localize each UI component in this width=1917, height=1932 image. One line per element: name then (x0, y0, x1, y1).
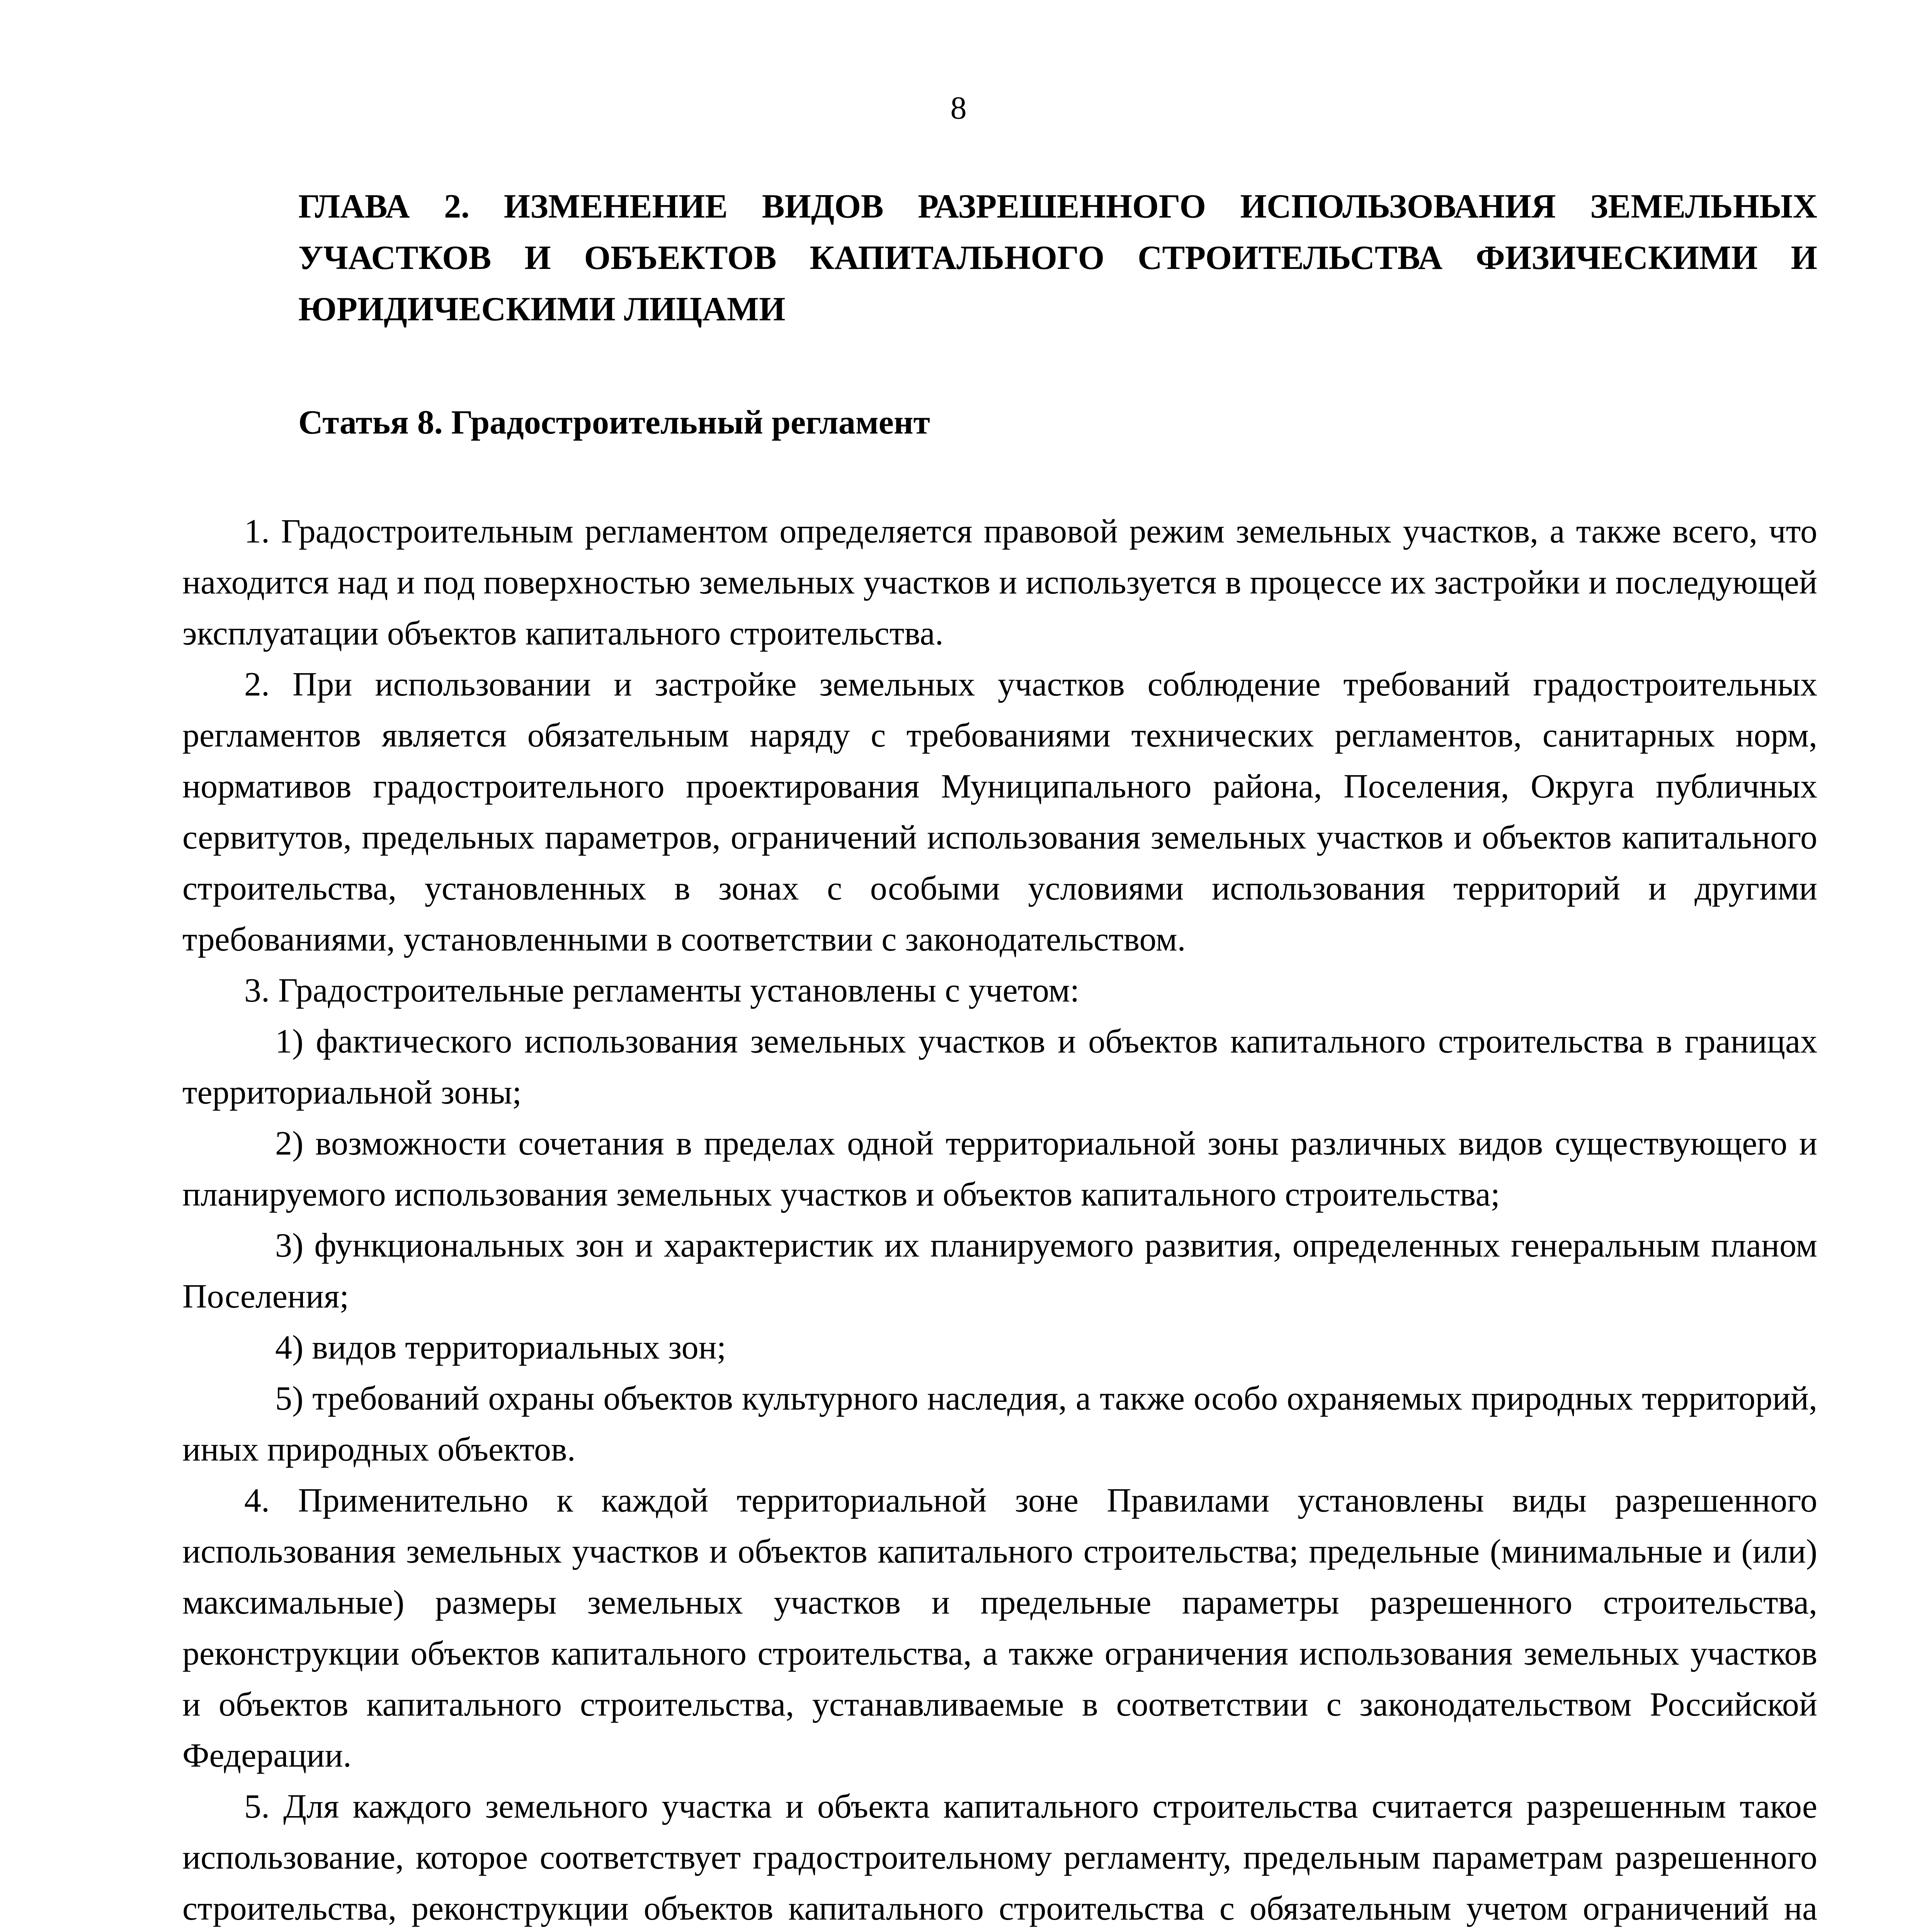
subparagraph-3-1: 1) фактического использования земельных участков и объектов капитального строительства в границах территориальной зоны; (182, 1023, 1817, 1111)
chapter-title: ГЛАВА 2. ИЗМЕНЕНИЕ ВИДОВ РАЗРЕШЕННОГО ИСПОЛЬЗОВАНИЯ ЗЕМЕЛЬНЫХ УЧАСТКОВ И ОБЪЕКТОВ КАПИТАЛЬНОГО СТРОИТЕЛЬСТВА ФИЗИЧЕСКИМИ И ЮРИДИЧЕСКИМИ ЛИЦАМИ (298, 188, 1817, 328)
paragraph-2: 2. При использовании и застройке земельных участков соблюдение требований градостроительных регламентов является обязательным наряду с требованиями технических регламентов, санитарных норм, нормативов градостроительного проектирования Муниципального района, Поселения, Округа публичных сервитутов, предельных параметров, ограничений использования земельных участков и объектов капитального строительства, установленных в зонах с особыми условиями использования территорий и другими требованиями, установленными в соответствии с законодательством. (182, 666, 1817, 958)
article-8-title: Статья 8. Градостроительный регламент (298, 404, 930, 441)
paragraph-3: 3. Градостроительные регламенты установлены с учетом: (244, 972, 1080, 1009)
paragraph-4: 4. Применительно к каждой территориальной зоне Правилами установлены виды разрешенного использования земельных участков и объектов капитального строительства; предельные (минимальные и (или) максимальные) размеры земельных участков и предельные параметры разрешенного строительства, реконструкции объектов капитального строительства, а также ограничения использования земельных участков и объектов капитального строительства, устанавливаемые в соответствии с законодательством Российской Федерации. (182, 1482, 1817, 1774)
page-number: 8 (950, 90, 967, 126)
article-8-paragraphs (182, 506, 1817, 1932)
document-body (182, 181, 1817, 1932)
paragraph-5: 5. Для каждого земельного участка и объекта капитального строительства считается разрешенным такое использование, которое соответствует градостроительному регламенту, предельным параметрам разрешенного строительства, реконструкции объектов капитального строительства с обязательным учетом ограничений на (182, 1788, 1817, 1927)
subparagraph-3-2: 2) возможности сочетания в пределах одной территориальной зоны различных видов существующего и планируемого использования земельных участков и объектов капитального строительства; (182, 1125, 1817, 1213)
subparagraph-3-4: 4) видов территориальных зон; (275, 1329, 726, 1366)
paragraph-1: 1. Градостроительным регламентом определяется правовой режим земельных участков, а также всего, что находится над и под поверхностью земельных участков и используется в процессе их застройки и последующей эксплуатации объектов капитального строительства. (182, 513, 1817, 652)
subparagraph-3-5: 5) требований охраны объектов культурного наследия, а также особо охраняемых природных территорий, иных природных объектов. (182, 1380, 1817, 1468)
subparagraph-3-3: 3) функциональных зон и характеристик их планируемого развития, определенных генеральным планом Поселения; (182, 1227, 1817, 1315)
